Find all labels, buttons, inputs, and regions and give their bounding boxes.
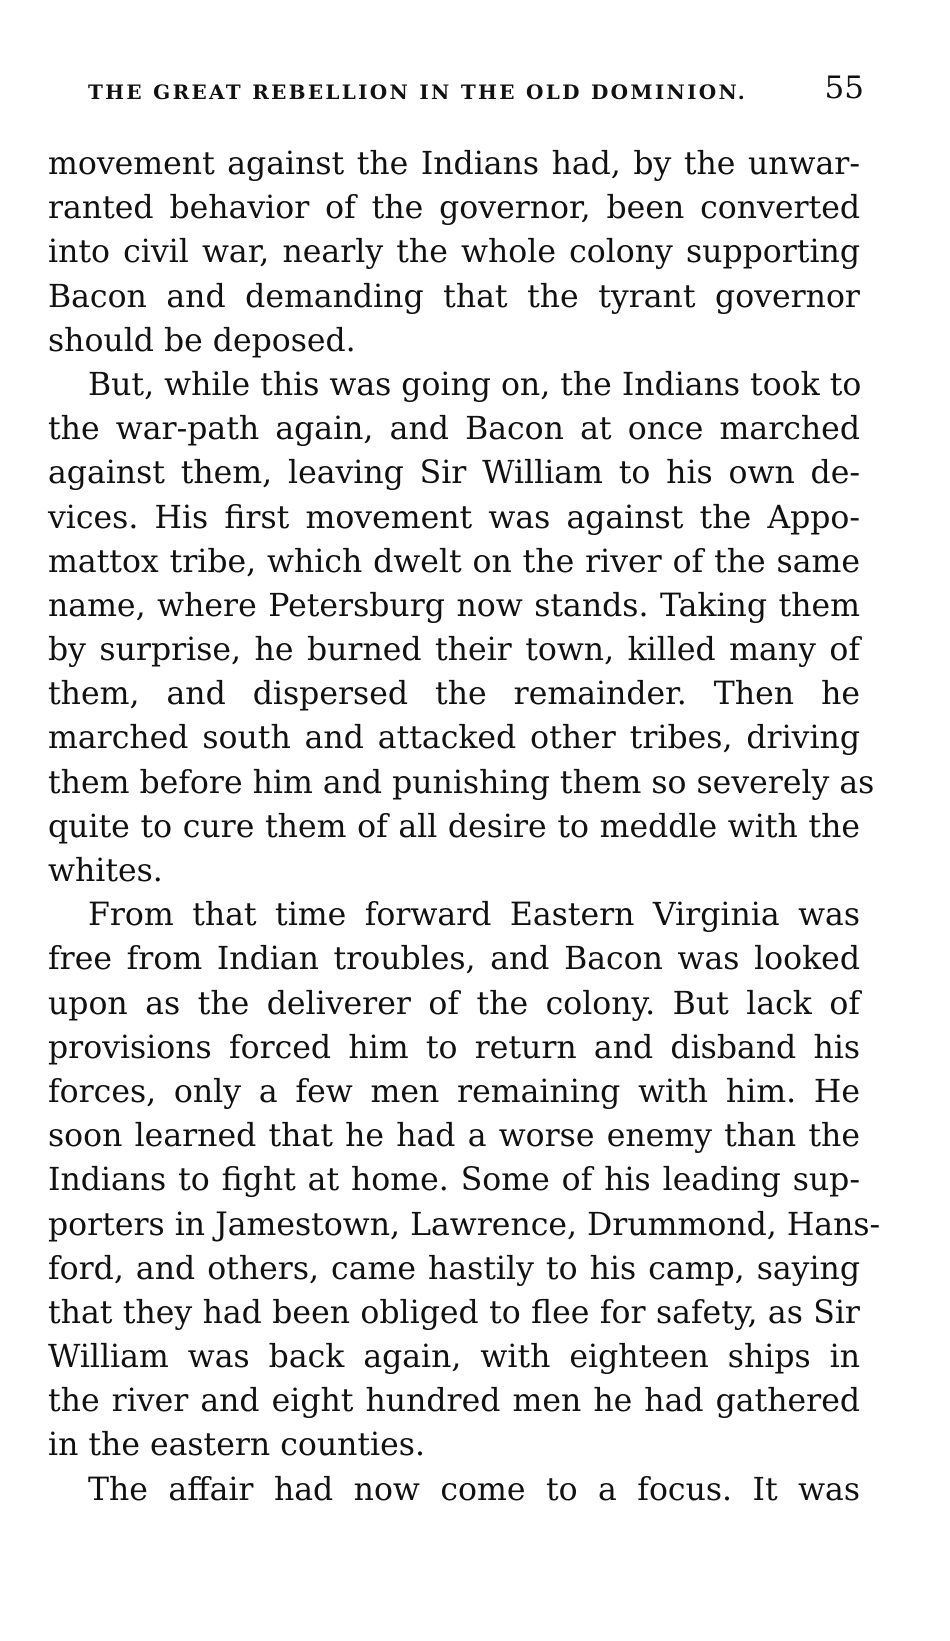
body-text	[48, 142, 881, 1512]
paragraph-3	[48, 893, 881, 1467]
paragraph-1	[48, 142, 860, 363]
paragraph-2	[48, 363, 875, 893]
text-line: Indians to fight at home. Some of his leading sup-	[48, 1162, 860, 1199]
running-header	[88, 70, 864, 108]
text-line: But, while this was going on, the Indians took to	[88, 366, 862, 403]
text-line: ford, and others, came hastily to his camp, saying	[48, 1250, 860, 1287]
text-line: From that time forward Eastern Virginia was	[88, 897, 860, 934]
text-line: them before him and punishing them so severely as	[48, 764, 875, 801]
text-line: marched south and attacked other tribes, driving	[48, 720, 860, 757]
page-number: 55	[824, 70, 864, 106]
text-line: quite to cure them of all desire to meddle with the	[48, 808, 860, 845]
text-line: them, and dispersed the remainder. Then he	[48, 676, 860, 713]
text-line: by surprise, he burned their town, killed many of	[48, 632, 860, 669]
text-line: that they had been obliged to flee for safety, as Sir	[48, 1294, 860, 1331]
text-line: soon learned that he had a worse enemy than the	[48, 1118, 860, 1155]
text-line: free from Indian troubles, and Bacon was looked	[48, 941, 860, 978]
text-line: the river and eight hundred men he had gathered	[48, 1383, 860, 1420]
text-line: movement against the Indians had, by the unwar-	[48, 146, 860, 182]
text-line: should be deposed.	[48, 322, 356, 359]
text-line: the war-path again, and Bacon at once marched	[48, 411, 860, 448]
text-line: in the eastern counties.	[48, 1427, 425, 1464]
text-line: vices. His first movement was against the Appo-	[48, 499, 860, 536]
text-line: into civil war, nearly the whole colony supporting	[48, 234, 860, 271]
text-line: whites.	[48, 853, 163, 889]
text-line: against them, leaving Sir William to his own de-	[48, 455, 860, 492]
text-line: mattox tribe, which dwelt on the river of the same	[48, 543, 860, 580]
text-line: forces, only a few men remaining with him. He	[48, 1073, 860, 1110]
text-line: Bacon and demanding that the tyrant governor	[48, 278, 860, 315]
text-line: porters in Jamestown, Lawrence, Drummond, Hans-	[48, 1206, 881, 1243]
text-line: upon as the deliverer of the colony. But lack of	[48, 985, 860, 1022]
running-title: THE GREAT REBELLION IN THE OLD DOMINION.	[88, 80, 748, 104]
text-line: The affair had now come to a focus. It was	[88, 1471, 860, 1508]
text-line: name, where Petersburg now stands. Taking them	[48, 587, 860, 624]
text-line: ranted behavior of the governor, been converted	[48, 190, 860, 227]
text-line: provisions forced him to return and disband his	[48, 1029, 860, 1066]
text-line: William was back again, with eighteen ships in	[48, 1339, 860, 1376]
paragraph-4	[48, 1468, 860, 1512]
